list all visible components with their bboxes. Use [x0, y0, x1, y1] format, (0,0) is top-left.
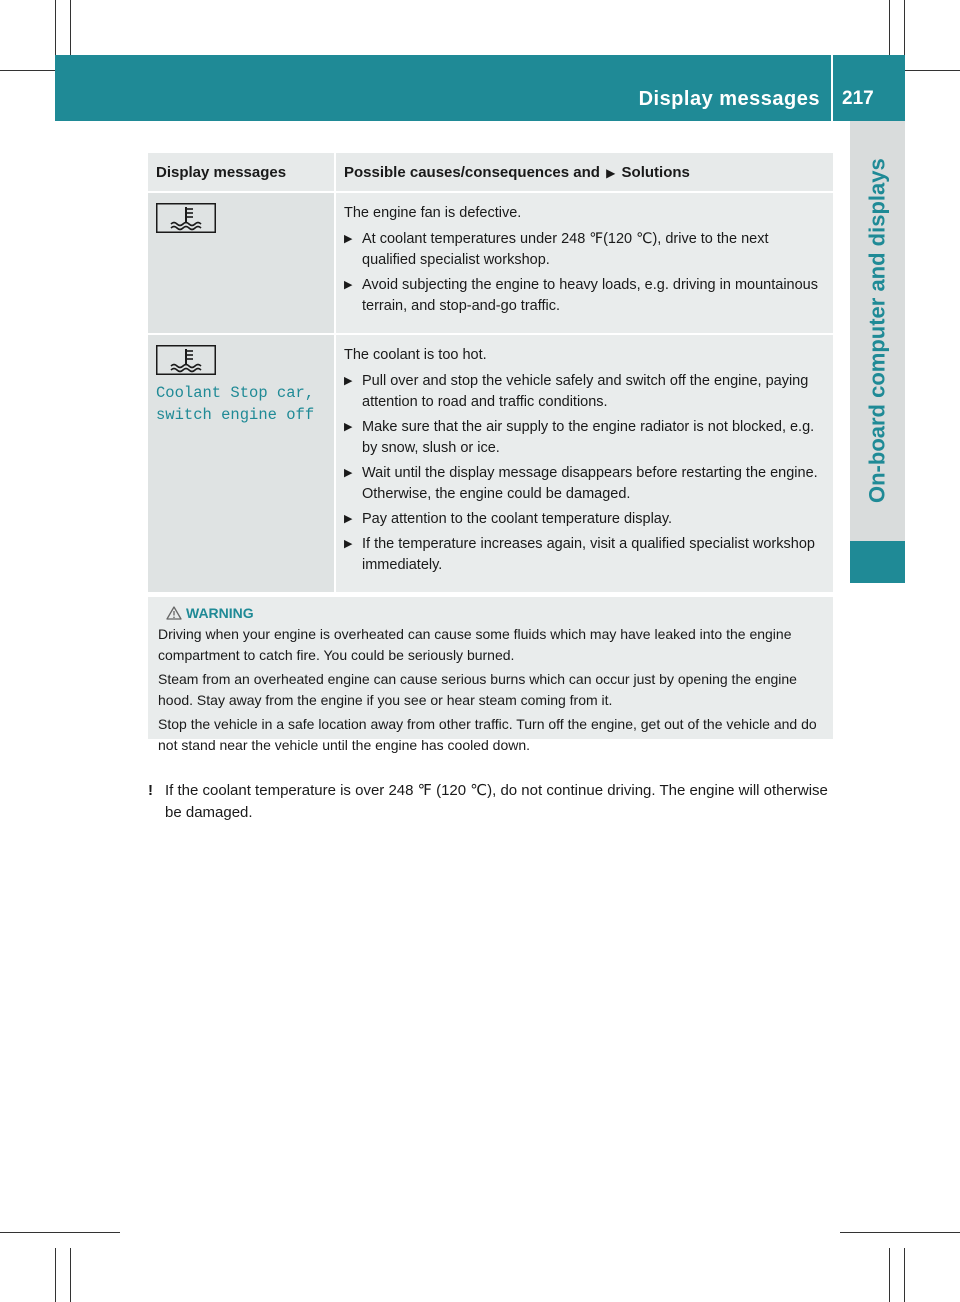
- cause-text: The engine fan is defective.: [344, 205, 522, 221]
- step-arrow-icon: ▶: [344, 467, 353, 479]
- page-title: Display messages: [638, 88, 820, 110]
- step-text: Wait until the display message disappears before restarting the engine. Otherwise, the engine could be damaged.: [362, 465, 818, 502]
- table-header-row: [148, 153, 833, 192]
- warning-box: [148, 597, 833, 753]
- list-item: [344, 509, 825, 530]
- crop-mark: [55, 0, 56, 55]
- display-message-cell: [148, 334, 335, 593]
- display-text-line: switch engine off: [156, 406, 315, 424]
- caution-note-text: If the coolant temperature is over 248 ℉ (120 ℃), do not continue driving. The engine will otherwise be damaged.: [165, 782, 828, 821]
- crop-mark: [904, 0, 905, 55]
- crop-mark: [70, 1248, 71, 1302]
- display-message-cell: [148, 192, 335, 334]
- warning-paragraph: Stop the vehicle in a safe location away from other traffic. Turn off the engine, get out of the vehicle and do not stand near the vehicle until the engine has cooled down.: [158, 716, 817, 753]
- step-text: Avoid subjecting the engine to heavy loads, e.g. driving in mountainous terrain, and stop-and-go traffic.: [362, 277, 818, 314]
- solution-list: [344, 229, 825, 317]
- caution-note: [148, 780, 838, 824]
- coolant-temperature-icon: [156, 203, 216, 233]
- crop-mark: [889, 0, 890, 55]
- list-item: [344, 229, 825, 271]
- table-row: [148, 334, 833, 593]
- solution-cell: [335, 334, 833, 593]
- crop-mark: [840, 1232, 960, 1233]
- column-header-solutions-label: Solutions: [621, 163, 690, 181]
- crop-mark: [70, 0, 71, 55]
- warning-heading: [158, 603, 825, 624]
- solution-list: [344, 371, 825, 576]
- step-arrow-icon: ▶: [344, 233, 353, 245]
- display-messages-table: [148, 153, 833, 594]
- list-item: [344, 417, 825, 459]
- step-text: At coolant temperatures under 248 ℉(120 ℃), drive to the next qualified specialist workshop.: [362, 231, 769, 268]
- step-text: If the temperature increases again, visit a qualified specialist workshop immediately.: [362, 536, 815, 573]
- side-tab-label: On-board computer and displays: [864, 158, 890, 504]
- step-arrow-icon: ▶: [344, 513, 353, 525]
- list-item: [344, 534, 825, 576]
- step-text: Make sure that the air supply to the engine radiator is not blocked, e.g. by snow, slush or ice.: [362, 419, 815, 456]
- page-number: 217: [842, 88, 874, 109]
- side-tab-marker: [850, 541, 905, 583]
- header-divider: [831, 55, 833, 121]
- column-header-causes: Possible causes/consequences and: [344, 163, 600, 181]
- play-arrow-icon: ▶: [606, 165, 616, 180]
- cause-text: The coolant is too hot.: [344, 347, 487, 363]
- warning-paragraph: Steam from an overheated engine can cause serious burns which can occur just by opening the engine hood. Stay away from the engine if you see or hear steam coming from it.: [158, 671, 797, 708]
- crop-mark: [55, 1248, 56, 1302]
- column-header-solutions: [335, 153, 833, 192]
- display-text-line: Coolant Stop car,: [156, 384, 315, 402]
- step-arrow-icon: ▶: [344, 421, 353, 433]
- crop-mark: [889, 1248, 890, 1302]
- list-item: [344, 275, 825, 317]
- crop-mark: [0, 1232, 120, 1233]
- step-text: Pull over and stop the vehicle safely and switch off the engine, paying attention to road and traffic conditions.: [362, 373, 809, 410]
- crop-mark: [904, 1248, 905, 1302]
- warning-heading-text: WARNING: [186, 605, 254, 621]
- step-arrow-icon: ▶: [344, 538, 353, 550]
- warning-triangle-icon: [166, 606, 182, 620]
- warning-paragraph: Driving when your engine is overheated can cause some fluids which may have leaked into the engine compartment to catch fire. You could be seriously burned.: [158, 626, 792, 663]
- step-arrow-icon: ▶: [344, 375, 353, 387]
- list-item: [344, 371, 825, 413]
- column-header-display-messages: Display messages: [148, 153, 335, 192]
- solution-cell: [335, 192, 833, 334]
- exclamation-icon: !: [148, 782, 153, 799]
- step-arrow-icon: ▶: [344, 279, 353, 291]
- step-text: Pay attention to the coolant temperature display.: [362, 511, 673, 527]
- list-item: [344, 463, 825, 505]
- table-row: [148, 192, 833, 334]
- coolant-temperature-icon: [156, 345, 216, 375]
